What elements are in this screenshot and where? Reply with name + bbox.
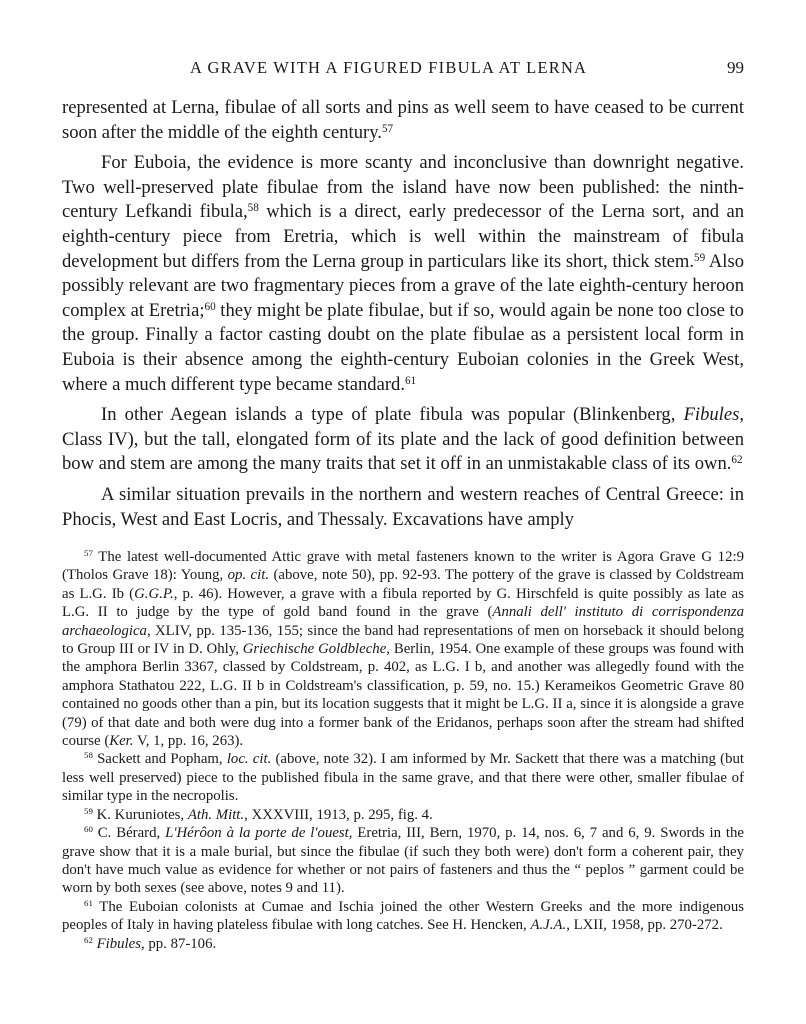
- footnote: $^{61}$ The Euboian colonists at Cumae and Ischia joined the other Western Greeks and the more indigenous peoples of Italy in having plateless fibulae with long catches. See H. Hencken, A.J.A., LXII, 1958, pp. 270-272.: [62, 897, 744, 934]
- running-title: A GRAVE WITH A FIGURED FIBULA AT LERNA: [190, 58, 588, 77]
- footnote-ref: 58: [247, 202, 259, 215]
- italic-text: A.J.A.: [530, 917, 567, 934]
- page-number: 99: [727, 58, 744, 77]
- italic-text: Annali dell' instituto di corrispondenza archaeologica: [62, 604, 744, 639]
- paragraph: A similar situation prevails in the northern and western reaches of Central Greece: in Phocis, West and East Locris, and Thessaly. Excavations have amply: [62, 483, 744, 530]
- italic-text: Fibules: [96, 935, 141, 952]
- italic-text: Ath. Mitt.: [187, 806, 245, 823]
- footnote: $^{57}$ The latest well-documented Attic grave with metal fasteners known to the writer is Agora Grave G 12:9 (Tholos Grave 18): Young, op. cit. (above, note 50), pp. 92-93. The pottery of the grave is classed by Coldstream as L.G. Ib (G.G.P., p. 46). However, a grave with a fibula reported by G. Hirschfeld is quite possibly as late as L.G. II to judge by the type of gold band found in the grave (Annali dell' instituto di corrispondenza archaeologica, XLIV, pp. 135-136, 155; since the band had representations of men on horseback it should belong to Group III or IV in D. Ohly, Griechische Goldbleche, Berlin, 1954. One example of these groups was found with the amphora Berlin 3367, classed by Coldstream, p. 402, as L.G. I b, and another was allegedly found with the amphora Stathatou 222, L.G. II b in Coldstream's classification, p. 59, no. 15.) Kerameikos Geometric Grave 80 contained no goods other than a pin, but its location suggests that it might be L.G. II a, since it is alongside a grave (79) of that date and both were dug into a former bank of the Eridanos, perhaps soon after the stream had shifted course (Ker. V, 1, pp. 16, 263).: [62, 548, 744, 750]
- footnote: $^{59}$ K. Kuruniotes, Ath. Mitt., XXXVIII, 1913, p. 295, fig. 4.: [84, 805, 433, 823]
- body-text: [62, 96, 744, 532]
- footnote-ref: 62: [84, 934, 93, 945]
- paragraph: For Euboia, the evidence is more scanty and inconclusive than downright negative. Two well-preserved plate fibulae from the island have now been published: the ninth-century Lefkandi fibula,$^{58}$ which is a direct, early predecessor of the Lerna sort, and an eighth-century piece from Eretria, which is well within the mainstream of fibula development but differs from the Lerna group in particulars like its short, thick stem.$^{59}$ Also possibly relevant are two fragmentary pieces from a grave of the late eighth-century heroon complex at Eretria;$^{60}$ they might be plate fibulae, but if so, would again be none too close to the group. Finally a factor casting doubt on the plate fibulae as a persistent local form in Euboia is their absence among the eighth-century Euboian colonies in the Greek West, where a much different type became standard.$^{61}$: [62, 152, 745, 395]
- italic-text: loc. cit.: [226, 751, 272, 768]
- footnote-ref: 59: [84, 805, 93, 816]
- footnote-ref: 61: [404, 374, 417, 387]
- footnote-ref: 60: [84, 824, 93, 835]
- italic-text: G.G.P.: [134, 585, 174, 602]
- footnote-ref: 58: [84, 750, 93, 761]
- footnote-ref: 57: [381, 122, 394, 135]
- footnote-ref: 61: [84, 897, 93, 908]
- italic-text: op. cit.: [227, 567, 270, 584]
- footnote: $^{60}$ C. Bérard, L'Hérôon à la porte de l'ouest, Eretria, III, Bern, 1970, p. 14, nos. 6, 7 and 6, 9. Swords in the grave show that it is a male burial, but since the fibulae (if such they both were) don't form a coherent pair, they don't have much value as evidence for whether or not pairs of fasteners and thus the “ peplos ” garment could be worn by both sexes (see above, notes 9 and 11).: [62, 824, 745, 897]
- footnote: $^{62}$ Fibules, pp. 87-106.: [84, 934, 217, 952]
- footnote-ref: 57: [84, 548, 93, 559]
- running-header: [62, 58, 744, 80]
- paragraph: represented at Lerna, fibulae of all sorts and pins as well seem to have ceased to be current soon after the middle of the eighth century.$^{57}$: [62, 97, 744, 143]
- footnote-ref: 60: [204, 300, 216, 313]
- paragraph: In other Aegean islands a type of plate fibula was popular (Blinkenberg, Fibules, Class IV), but the tall, elongated form of its plate and the lack of good definition between bow and stem are among the many traits that set it off in an unmistakable class of its own.$^{62}$: [62, 404, 744, 475]
- italic-text: L'Hérôon à la porte de l'ouest: [165, 825, 349, 842]
- footnote-ref: 62: [731, 454, 743, 467]
- footnotes: [62, 548, 744, 953]
- italic-text: Fibules: [683, 404, 740, 426]
- footnote-ref: 59: [694, 251, 706, 264]
- italic-text: Griechische Goldbleche: [242, 641, 387, 658]
- italic-text: Ker.: [109, 733, 134, 750]
- footnote: $^{58}$ Sackett and Popham, loc. cit. (above, note 32). I am informed by Mr. Sackett that there was a matching (but less well preserved) piece to the published fibula in the same grave, and that there were other, smaller fibulae of similar type in the necropolis.: [62, 750, 744, 805]
